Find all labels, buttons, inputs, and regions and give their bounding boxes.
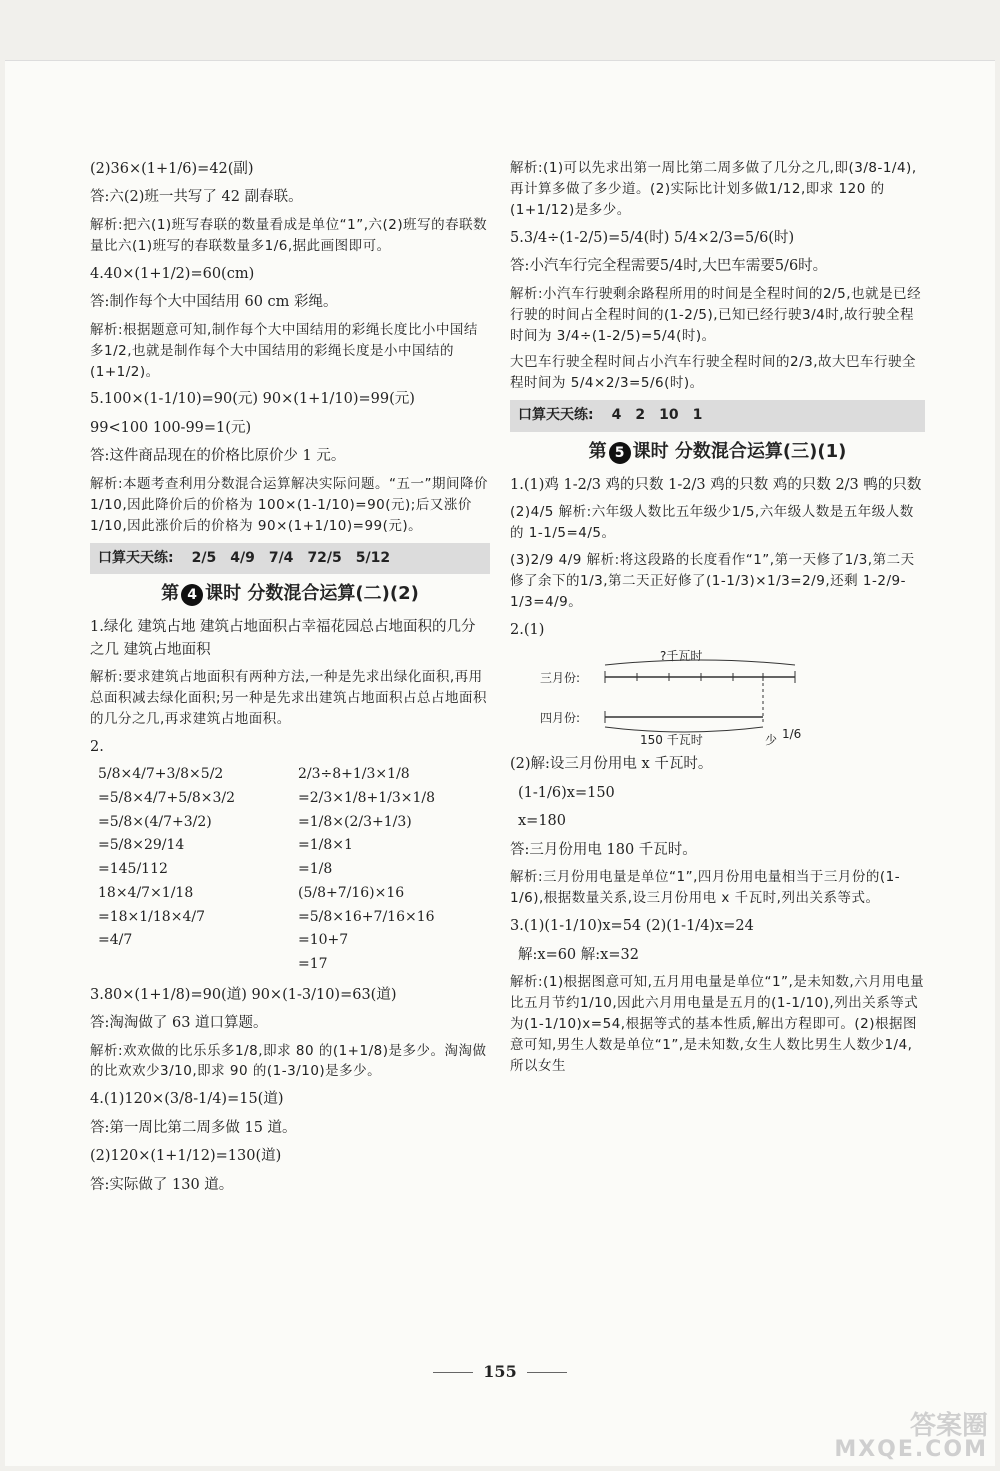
- lesson-number-badge: 4: [181, 584, 203, 606]
- question: 5.3/4÷(1-2/5)=5/4(时) 5/4×2/3=5/6(时): [510, 229, 795, 246]
- kousuan-bar: [90, 543, 490, 575]
- kousuan-label: 口算天天练:: [518, 407, 594, 424]
- kousuan-value: 4: [611, 407, 622, 424]
- answer: 答:淘淘做了 63 道口算题。: [90, 1015, 268, 1032]
- diagram-row1-label: 三月份:: [540, 671, 581, 686]
- answer: 答:第一周比第二周多做 15 道。: [90, 1119, 297, 1136]
- kousuan-value: 4/9: [230, 549, 255, 566]
- calc-cell: (5/8+7/16)×16: [298, 884, 405, 901]
- calc-cell: 2/3÷8+1/3×1/8: [298, 766, 410, 783]
- equation: (1-1/6)x=150: [518, 784, 615, 801]
- diagram-lines: [510, 647, 810, 747]
- calc-cell: =1/8×(2/3+1/3): [298, 813, 412, 830]
- lesson-number-badge: 5: [609, 442, 631, 464]
- question-label: 2.(1): [510, 621, 545, 638]
- calc-cell: =4/7: [98, 932, 133, 949]
- left-analysis: 解析:把六(1)班写春联的数量看成是单位“1”,六(2)班写的春联数量比六(1)班写的春联数量多1/6,据此画图即可。: [90, 216, 488, 254]
- left-line: 5.100×(1-1/10)=90(元) 90×(1+1/10)=99(元): [90, 391, 415, 408]
- answer: 答:实际做了 130 道。: [90, 1176, 234, 1193]
- question: 3.(1)(1-1/10)x=54 (2)(1-1/4)x=24: [510, 918, 754, 935]
- kousuan-value: 2: [635, 407, 646, 424]
- left-analysis: 解析:本题考查利用分数混合运算解决实际问题。“五一”期间降价1/10,因此降价后的价格为 100×(1-1/10)=90(元);后又涨价1/10,因此涨价后的价格为 90×(1+1/10)=99(元)。: [90, 475, 489, 534]
- calc-cell: 18×4/7×1/18: [98, 884, 194, 901]
- diagram-top-label: ?千瓦时: [660, 649, 703, 664]
- question: 1.(1)鸡 1-2/3 鸡的只数 1-2/3 鸡的只数 鸡的只数 2/3 鸭的只数: [510, 476, 922, 493]
- calc-cell: =17: [298, 955, 328, 972]
- lesson-heading: [510, 438, 925, 466]
- lesson-prefix: 第: [161, 583, 180, 605]
- right-column: [510, 158, 925, 1083]
- question: 1.绿化 建筑占地 建筑占地面积占幸福花园总占地面积的几分之几 建筑占地面积: [90, 619, 476, 658]
- analysis: 解析:(1)根据图意可知,五月用电量是单位“1”,是未知数,六月用电量比五月节约1/10,因此六月用电量是五月的(1-1/10),列出关系等式为(1-1/10)x=54,根据等式的基本性质,解出方程即可。(2)根据图意可知,男生人数是单位“1”,是未知数,女生人数比男生人数少1/4,所以女生: [510, 974, 925, 1074]
- kousuan-bar: [510, 400, 925, 432]
- calc-cell: =5/8×4/7+5/8×3/2: [98, 790, 236, 807]
- lesson-heading: [90, 580, 490, 608]
- left-line: (2)36×(1+1/6)=42(副): [90, 161, 254, 177]
- line-segment-diagram: [510, 647, 925, 747]
- calc-cell: =5/8×(4/7+3/2): [98, 813, 212, 830]
- calc-cell: =1/8: [298, 861, 333, 878]
- kousuan-value: 7/4: [268, 549, 294, 566]
- calculation-grid: [90, 764, 490, 975]
- diagram-bottom-label: 150 千瓦时: [640, 733, 703, 748]
- calc-cell: =18×1/18×4/7: [98, 908, 205, 925]
- diagram-less-fraction: 1/6: [782, 727, 802, 742]
- calc-cell: [98, 954, 288, 976]
- calc-cell: 5/8×4/7+3/8×5/2: [98, 766, 224, 783]
- analysis: 解析:小汽车行驶剩余路程所用的时间是全程时间的2/5,也就是已经行驶的时间占全程时间的(1-2/5),已知已经行驶3/4时,故行驶全程时间为 3/4÷(1-2/5)=5/4(时)。: [510, 285, 922, 344]
- left-line: 答:这件商品现在的价格比原价少 1 元。: [90, 448, 346, 465]
- calc-cell: =1/8×1: [298, 837, 353, 854]
- kousuan-value: 1: [692, 407, 703, 424]
- kousuan-value: 2/5: [191, 549, 217, 566]
- watermark-line1: 答案圈: [909, 1411, 988, 1441]
- kousuan-value: 10: [659, 407, 679, 424]
- kousuan-value: 72/5: [307, 549, 342, 566]
- lesson-prefix: 第: [588, 441, 607, 462]
- analysis: 大巴车行驶全程时间占小汽车行驶全程时间的2/3,故大巴车行驶全程时间为 5/4×2/3=5/6(时)。: [510, 354, 917, 392]
- analysis: 解析:欢欢做的比乐乐多1/8,即求 80 的(1+1/8)是多少。淘淘做的比欢欢少3/10,即求 90 的(1-3/10)是多少。: [90, 1042, 487, 1080]
- watermark-line2: MXQE.COM: [834, 1437, 988, 1462]
- question: 3.80×(1+1/8)=90(道) 90×(1-3/10)=63(道): [90, 986, 397, 1003]
- analysis: 解析:三月份用电量是单位“1”,四月份用电量相当于三月份的(1-1/6),根据数量关系,设三月份用电 x 千瓦时,列出关系等式。: [510, 869, 901, 907]
- left-line: 99<100 100-99=1(元): [90, 419, 252, 436]
- calc-cell: =5/8×16+7/16×16: [298, 908, 435, 925]
- analysis: (3)2/9 4/9 解析:将这段路的长度看作“1”,第一天修了1/3,第二天修了余下的1/3,第二天正好修了(1-1/3)×1/3=2/9,还剩 1-2/9-1/3=4/9。: [510, 552, 915, 611]
- kousuan-label: 口算天天练:: [98, 549, 174, 566]
- equation: x=180: [518, 813, 567, 830]
- analysis: 解析:要求建筑占地面积有两种方法,一种是先求出绿化面积,再用总面积减去绿化面积;另一种是先求出建筑占地面积占总占地面积的几分之几,再求建筑占地面积。: [90, 669, 488, 728]
- page-number: 155: [0, 1362, 1000, 1381]
- lesson-title: 课时 分数混合运算(三)(1): [632, 441, 847, 462]
- diagram-less-label: 少: [765, 733, 778, 748]
- calc-cell: =10+7: [298, 932, 349, 949]
- question: 4.(1)120×(3/8-1/4)=15(道): [90, 1091, 284, 1108]
- solution: (2)解:设三月份用电 x 千瓦时。: [510, 756, 713, 773]
- analysis: 解析:(1)可以先求出第一周比第二周多做了几分之几,即(3/8-1/4),再计算多做了多少道。(2)实际比计划多做1/12,即求 120 的(1+1/12)是多少。: [510, 160, 917, 218]
- answer: 答:三月份用电 180 千瓦时。: [510, 841, 697, 858]
- diagram-row2-label: 四月份:: [540, 711, 581, 726]
- calc-cell: =145/112: [98, 861, 168, 878]
- question: (2)120×(1+1/12)=130(道): [90, 1148, 282, 1165]
- solution: 解:x=60 解:x=32: [518, 946, 639, 963]
- analysis: (2)4/5 解析:六年级人数比五年级少1/5,六年级人数是五年级人数的 1-1/5=4/5。: [510, 504, 914, 542]
- left-line: 答:六(2)班一共写了 42 副春联。: [90, 189, 303, 206]
- kousuan-value: 5/12: [355, 549, 391, 566]
- calc-cell: =2/3×1/8+1/3×1/8: [298, 790, 436, 807]
- answer: 答:小汽车行完全程需要5/4时,大巴车需要5/6时。: [510, 258, 828, 275]
- left-line: 答:制作每个大中国结用 60 cm 彩绳。: [90, 294, 338, 311]
- watermark-logo: [834, 1413, 988, 1461]
- lesson-title: 课时 分数混合运算(二)(2): [205, 583, 419, 605]
- left-column: [90, 158, 490, 1202]
- left-line: 4.40×(1+1/2)=60(cm): [90, 265, 255, 282]
- calc-cell: =5/8×29/14: [98, 837, 185, 854]
- question-label: 2.: [90, 738, 104, 755]
- left-analysis: 解析:根据题意可知,制作每个大中国结用的彩绳长度比小中国结多1/2,也就是制作每个大中国结用的彩绳长度是小中国结的(1+1/2)。: [90, 321, 478, 380]
